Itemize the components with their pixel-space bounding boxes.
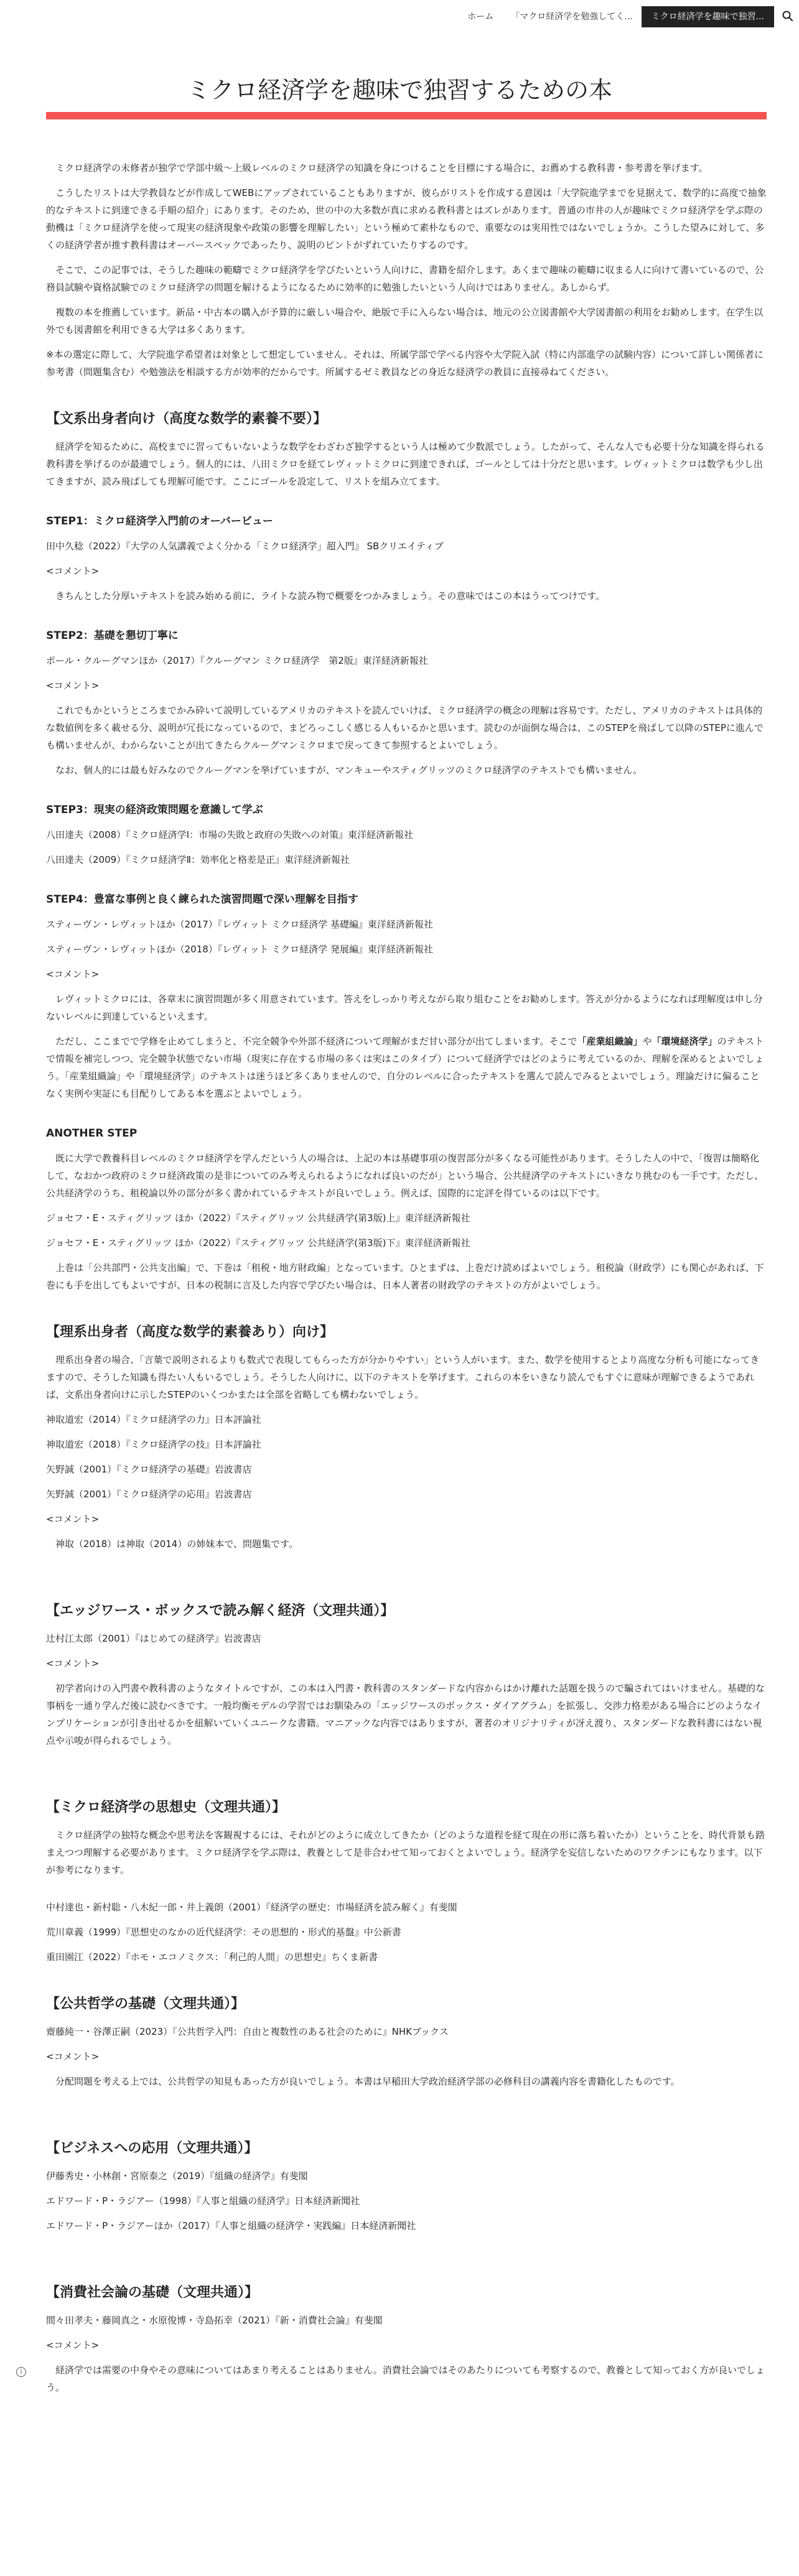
- section-heading: 【ミクロ経済学の思想史（文理共通）】: [46, 1800, 286, 1815]
- paragraph: 分配問題を考える上では、公共哲学の知見もあった方が良いでしょう。本書は早稲田大学政治経済学部の必修科目の講義内容を書籍化したものです。: [55, 2076, 680, 2087]
- nav-item-0[interactable]: ホーム: [467, 12, 494, 22]
- article-body: [46, 159, 767, 2396]
- book-reference: 神取道宏（2018）『ミクロ経済学の技』日本評論社: [46, 1439, 261, 1450]
- book-reference: 荒川章義（1999）『思想史のなかの近代経済学：その思想的・形式的基盤』中公新書: [46, 1927, 401, 1938]
- text-span: ただし、ここまでで学修を止めてしまうと、不完全競争や外部不経済について理解がまだ甘い部分が出てしまいます。そこで: [55, 1036, 577, 1047]
- paragraph: なお、個人的には最も好みなのでクルーグマンを挙げていますが、マンキューやスティグリッツのミクロ経済学のテキストでも構いません。: [55, 765, 643, 776]
- paragraph: これでもかというところまでかみ砕いて説明しているアメリカのテキストを読んでいけば、ミクロ経済学の概念の理解は容易です。ただし、アメリカのテキストは具体的な数値例を多く載せる分、説明が冗長になっているので、まどろっこしく感じる人もいるかと思います。読むのが面倒な場合は、このSTEPを飛ばして以降のSTEPに進んでも構いませんが、わからないことが出てきたらクルーグマンミクロまで戻ってきて参照するとよいでしょう。: [46, 705, 764, 751]
- book-reference: 八田達夫（2009）『ミクロ経済学Ⅱ：効率化と格差是正』東洋経済新報社: [46, 854, 350, 865]
- paragraph: こうしたリストは大学教員などが作成してWEBにアップされていることもありますが、彼らがリストを作成する意図は「大学院進学までを見据えて、数学的に高度で抽象的なテキストに到達できる手順の紹介」にあります。そのため、世の中の大多数が真に求める教科書とはズレがあります。普通の市井の人が趣味でミクロ経済学を学ぶ際の動機は「ミクロ経済学を使って現実の経済現象や政策の影響を理解したい」という極めて素朴なもので、重要なのは実用性ではないでしょうか。こうした望みに対して、多くの経済学者が推す教科書はオーバースペックであったり、説明のピントがずれていたりするのです。: [46, 187, 767, 251]
- spacer: [46, 2242, 767, 2254]
- paragraph: 上巻は「公共部門・公共支出編」で、下巻は「租税・地方財政編」となっています。ひとまずは、上巻だけ読めばよいでしょう。租税論（財政学）にも関心があれば、下巻にも手を出してもよいですが、日本の税制に言及した内容で学びたい場合は、日本人著者の財政学のテキストの方がよいでしょう。: [46, 1262, 764, 1291]
- text-span: のテキストで情報を補完しつつ、完全競争状態でない市場（現実に存在する市場の多くは実はこのタイプ）について経済学ではどのように考えているのか、理解を深めるとよいでしょう。「産業組織論」や「環境経済学」のテキストは迷うほど多くありませんので、自分のレベルに合ったテキストを選んで読んでみるとよいでしょう。理論だけに偏ることなく実例や実証にも目配りしてある本を選ぶとよいでしょう。: [46, 1036, 764, 1099]
- section-heading: 【理系出身者（高度な数学的素養あり）向け】: [46, 1324, 334, 1340]
- nav-item-2[interactable]: ミクロ経済学を趣味で独習...: [642, 6, 774, 27]
- nav-menu: [459, 6, 774, 27]
- comment-label: <コメント>: [46, 565, 100, 577]
- book-reference: 伊藤秀史・小林創・宮原泰之（2019）『組織の経済学』有斐閣: [46, 2170, 308, 2182]
- nav-item-1[interactable]: 「マクロ経済学を勉強してく...: [511, 12, 633, 22]
- book-reference: スティーヴン・レヴィットほか（2017）『レヴィット ミクロ経済学 基礎編』東洋経済新報社: [46, 919, 433, 930]
- paragraph: 経済学では需要の中身やその意味についてはあまり考えることはありません。消費社会論ではそのあたりについても考察するので、教養として知っておく方が良いでしょう。: [46, 2364, 765, 2393]
- paragraph: 理系出身者の場合、「言葉で説明されるよりも数式で表現してもらった方が分かりやすい」という人がいます。また、数学を使用するとより高度な分析も可能になってきますので、そうした知識も得たい人もいるでしょう。そうした人向けに、以下のテキストを挙げます。これらの本をいきなり読んでもすぐに意味が理解できるようであれば、文系出身者向けに示したSTEPのいくつかまたは全部を省略しても構わないでしょう。: [46, 1354, 760, 1400]
- paragraph: 神取（2018）は神取（2014）の姉妹本で、問題集です。: [55, 1538, 298, 1550]
- book-reference: 田中久稔（2022）『大学の人気講義でよく分かる「ミクロ経済学」超入門』 SBクリエイティブ: [46, 541, 444, 552]
- comment-label: <コメント>: [46, 969, 100, 980]
- step-heading: ANOTHER STEP: [46, 1127, 138, 1140]
- book-reference: 中村達也・新村聡・八木紀一郎・井上義朗（2001）『経済学の歴史：市場経済を読み解く』有斐閣: [46, 1902, 457, 1913]
- book-reference: 辻村江太郎（2001）『はじめての経済学』岩波書店: [46, 1633, 261, 1644]
- step-heading: STEP3：現実の経済政策問題を意識して学ぶ: [46, 804, 263, 816]
- page-title: ミクロ経済学を趣味で独習するための本: [186, 77, 612, 104]
- step-heading: STEP2：基礎を懇切丁寧に: [46, 630, 179, 642]
- spacer: [46, 1757, 767, 1769]
- comment-label: <コメント>: [46, 1658, 100, 1669]
- info-icon[interactable]: i: [16, 2367, 26, 2377]
- book-reference: スティーヴン・レヴィットほか（2018）『レヴィット ミクロ経済学 発展編』東洋経済新報社: [46, 944, 433, 955]
- bold-text: 「環境経済学」: [652, 1036, 717, 1047]
- paragraph: 複数の本を推薦しています。新品・中古本の購入が予算的に厳しい場合や、絶版で手に入らない場合は、地元の公立図書館や大学図書館の利用をお勧めします。在学生以外でも図書館を利用できる大学は多くあります。: [46, 307, 764, 335]
- bold-text: 「産業組織論」: [577, 1036, 643, 1047]
- spacer: [46, 2098, 767, 2110]
- paragraph: きちんとした分厚いテキストを読み始める前に、ライトな読み物で概要をつかみましょう。その意味ではこの本はうってつけです。: [55, 590, 605, 602]
- book-reference: エドワード・P・ラジアーほか（2017）『人事と組織の経済学・実践編』日本経済新聞社: [46, 2220, 416, 2231]
- text-span: や: [642, 1036, 652, 1047]
- paragraph: 経済学を知るために、高校までに習ってもいないような数学をわざわざ独学するという人は極めて少数派でしょう。したがって、そんな人でも必要十分な知識を得られる教科書を挙げるのが最適でしょう。個人的には、八田ミクロを経てレヴィットミクロに到達できれば、ゴールとしては十分だと思います。レヴィットミクロは数学も少し出てきますが、読み飛ばしても理解可能です。ここにゴールを設定して、リストを組み立てます。: [46, 441, 765, 487]
- section-heading: 【文系出身者向け（高度な数学的素養不要）】: [46, 411, 327, 427]
- comment-label: <コメント>: [46, 680, 100, 691]
- book-reference: ジョセフ・E・スティグリッツ ほか（2022）『スティグリッツ 公共経済学(第3版)下』東洋経済新報社: [46, 1237, 470, 1248]
- paragraph: レヴィットミクロには、各章末に演習問題が多く用意されています。答えをしっかり考えながら取り組むことをお勧めします。答えが分かるようになれば理解度は申し分ないレベルに到達しているといえます。: [46, 993, 763, 1022]
- section-heading: 【消費社会論の基礎（文理共通）】: [46, 2285, 259, 2300]
- paragraph: ミクロ経済学の未修者が独学で学部中級～上級レベルのミクロ経済学の知識を身につけることを目標にする場合に、お薦めする教科書・参考書を挙げます。: [55, 162, 708, 174]
- book-reference: ポール・クルーグマンほか（2017）『クルーグマン ミクロ経済学 第2版』東洋経済新報社: [46, 655, 428, 666]
- comment-label: <コメント>: [46, 2340, 100, 2351]
- comment-label: <コメント>: [46, 2051, 100, 2062]
- spacer: [46, 1886, 767, 1899]
- spacer: [46, 1560, 767, 1573]
- book-reference: 矢野誠（2001）『ミクロ経済学の基礎』岩波書店: [46, 1464, 252, 1475]
- book-reference: 神取道宏（2014）『ミクロ経済学の力』日本評論社: [46, 1414, 261, 1425]
- search-icon[interactable]: [782, 10, 794, 22]
- section-heading: 【エッジワース・ボックスで読み解く経済（文理共通）】: [46, 1603, 395, 1619]
- book-reference: 八田達夫（2008）『ミクロ経済学Ⅰ：市場の失敗と政府の失敗への対策』東洋経済新報社: [46, 829, 414, 840]
- top-navigation: [0, 0, 799, 35]
- paragraph: ミクロ経済学の独特な概念や思考法を客観視するには、それがどのように成立してきたか（どのような道程を経て現在の形に落ち着いたか）ということを、時代背景も踏まえつつ理解する必要があります。ミクロ経済学を学ぶ際は、教養として是非合わせて知っておくとよいでしょう。経済学を妄信しないためのワクチンにもなります。以下が参考になります。: [46, 1830, 765, 1876]
- title-underline-divider: [46, 112, 767, 119]
- paragraph: 初学者向けの入門書や教科書のようなタイトルですが、この本は入門書・教科書のスタンダードな内容からはかけ離れた話題を扱うので騙されてはいけません。基礎的な事柄を一通り学んだ後に読むべきです。一般均衡モデルの学習ではお馴染みの「エッジワースのボックス・ダイアグラム」を拡張し、交渉力格差がある場合にどのようなインプリケーションが引き出せるかを紐解いていくユニークな書籍。マニアックな内容ではありますが、著者のオリジナリティが冴え渡り、スタンダードな教科書にはない視点や示唆が得られるでしょう。: [46, 1683, 765, 1746]
- book-reference: 間々田孝夫・藤岡真之・水原俊博・寺島拓幸（2021）『新・消費社会論』有斐閣: [46, 2315, 383, 2326]
- section-heading: 【ビジネスへの応用（文理共通）】: [46, 2141, 258, 2156]
- section-heading: 【公共哲学の基礎（文理共通）】: [46, 1996, 245, 2012]
- book-reference: ジョセフ・E・スティグリッツ ほか（2022）『スティグリッツ 公共経済学(第3版)上』東洋経済新報社: [46, 1212, 470, 1224]
- book-reference: 重田園江（2022）『ホモ・エコノミクス：「利己的人間」の思想史』ちくま新書: [46, 1951, 378, 1963]
- paragraph: そこで、この記事では、そうした趣味の範疇でミクロ経済学を学びたいという人向けに、書籍を紹介します。あくまで趣味の範疇に収まる人に向けて書いているので、公務員試験や資格試験でのミクロ経済学の問題を解けるようになるために効率的に勉強したいという人向けではありません。あしからず。: [46, 264, 764, 293]
- book-reference: 齋藤純一・谷澤正嗣（2023）『公共哲学入門：自由と複数性のある社会のために』NHKブックス: [46, 2026, 449, 2037]
- book-reference: 矢野誠（2001）『ミクロ経済学の応用』岩波書店: [46, 1489, 252, 1500]
- comment-label: <コメント>: [46, 1514, 100, 1525]
- step-heading: STEP4：豊富な事例と良く練られた演習問題で深い理解を目指す: [46, 893, 358, 906]
- paragraph: 既に大学で教養科目レベルのミクロ経済学を学んだという人の場合は、上記の本は基礎事項の復習部分が多くなる可能性があります。そうした人の中で、「復習は簡略化して、なおかつ政府のミクロ経済政策の是非についてのみ考えられるようになれば良いのだが」という場合、公共経済学のテキストにいきなり挑むのも一手です。ただし、公共経済学のうち、租税論以外の部分が多く書かれているテキストが良いでしょう。例えば、国際的に定評を得ているのは以下です。: [46, 1153, 764, 1199]
- paragraph: ※本の選定に際して、大学院進学希望者は対象として想定していません。それは、所属学部で学べる内容や大学院入試（特に内部進学の試験内容）について詳しい関係者に参考書（問題集含む）や勉強法を相談する方が効率的だからです。所属するゼミ教員などの身近な経済学の教員に直接尋ねてください。: [46, 349, 764, 378]
- book-reference: エドワード・P・ラジアー（1998）『人事と組織の経済学』日本経済新聞社: [46, 2195, 360, 2206]
- paragraph: [46, 1033, 767, 1102]
- step-heading: STEP1：ミクロ経済学入門前のオーバービュー: [46, 515, 273, 528]
